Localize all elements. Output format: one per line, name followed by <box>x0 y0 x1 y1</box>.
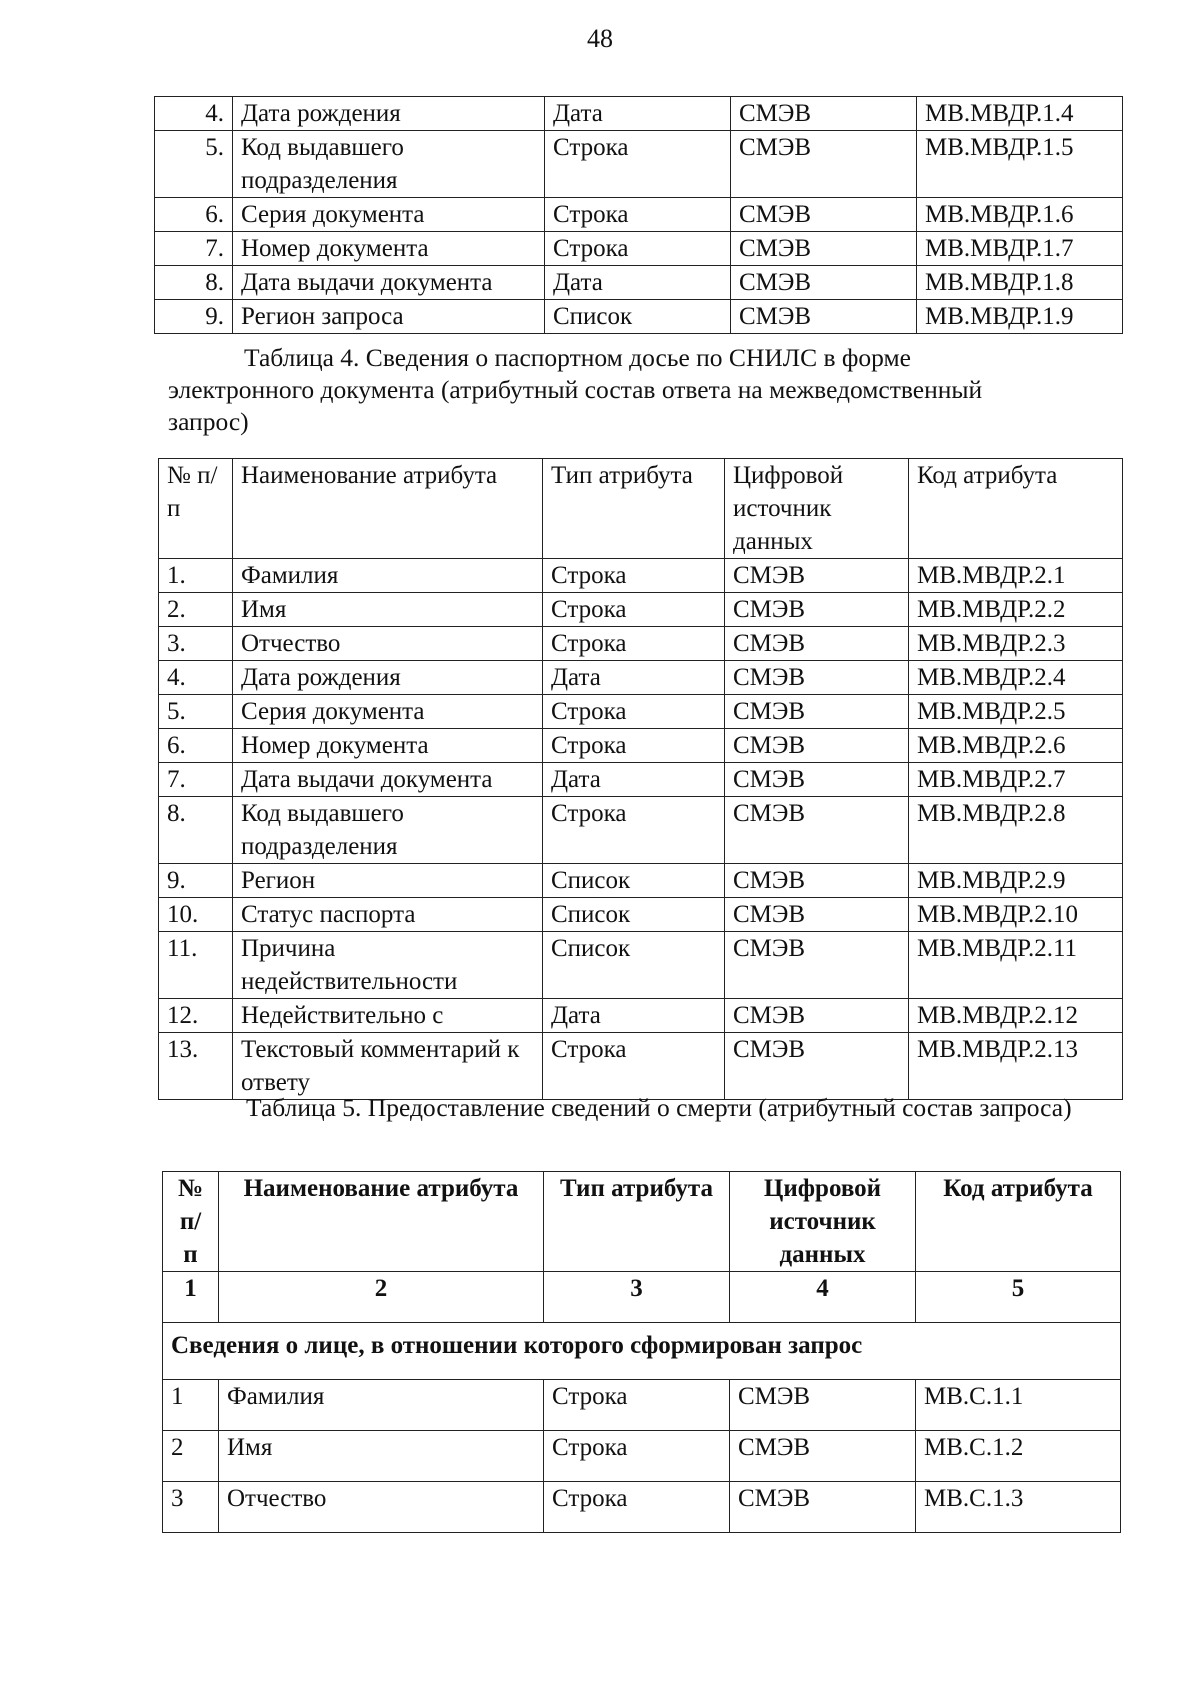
cell-code: МВ.МВДР.1.4 <box>917 97 1123 131</box>
header-name: Наименование атрибута <box>219 1172 544 1272</box>
cell-name: Недействительно с <box>233 999 543 1033</box>
cell-type: Строка <box>543 695 725 729</box>
header-source: Цифровой источник данных <box>730 1172 916 1272</box>
cell-code: МВ.МВДР.2.6 <box>909 729 1123 763</box>
cell-type: Дата <box>543 763 725 797</box>
cell-name: Фамилия <box>219 1380 544 1431</box>
table-row <box>159 593 1123 627</box>
table-row <box>159 729 1123 763</box>
cell-type: Список <box>545 300 731 334</box>
table-row <box>163 1482 1121 1533</box>
cell-num: 4. <box>155 97 233 131</box>
cell-name: Регион <box>233 864 543 898</box>
cell-type: Строка <box>544 1482 730 1533</box>
cell-type: Строка <box>543 627 725 661</box>
column-number: 5 <box>916 1272 1121 1323</box>
cell-name: Серия документа <box>233 695 543 729</box>
column-number: 1 <box>163 1272 219 1323</box>
cell-num: 2 <box>163 1431 219 1482</box>
table-row <box>163 1431 1121 1482</box>
cell-source: СМЭВ <box>731 131 917 198</box>
table4-passport-dossier <box>158 458 1123 1100</box>
cell-source: СМЭВ <box>725 559 909 593</box>
table-row <box>155 198 1123 232</box>
cell-name: Отчество <box>233 627 543 661</box>
cell-code: МВ.МВДР.1.6 <box>917 198 1123 232</box>
table-row <box>159 695 1123 729</box>
cell-source: СМЭВ <box>725 593 909 627</box>
cell-type: Дата <box>543 999 725 1033</box>
cell-name: Дата выдачи документа <box>233 763 543 797</box>
table-row <box>159 864 1123 898</box>
table-row <box>155 300 1123 334</box>
cell-code: МВ.С.1.2 <box>916 1431 1121 1482</box>
cell-code: МВ.МВДР.2.8 <box>909 797 1123 864</box>
section-title: Сведения о лице, в отношении которого сформирован запрос <box>163 1323 1121 1380</box>
cell-code: МВ.МВДР.1.9 <box>917 300 1123 334</box>
cell-source: СМЭВ <box>725 763 909 797</box>
cell-num: 13. <box>159 1033 233 1100</box>
table-row <box>155 131 1123 198</box>
cell-type: Дата <box>543 661 725 695</box>
table-row <box>163 1380 1121 1431</box>
cell-num: 12. <box>159 999 233 1033</box>
header-num: № п/ п <box>163 1172 219 1272</box>
cell-num: 5. <box>159 695 233 729</box>
cell-type: Строка <box>545 232 731 266</box>
cell-source: СМЭВ <box>725 898 909 932</box>
cell-source: СМЭВ <box>731 266 917 300</box>
cell-code: МВ.МВДР.1.8 <box>917 266 1123 300</box>
continued-attribute-table <box>154 96 1123 334</box>
table-row <box>155 266 1123 300</box>
cell-name: Номер документа <box>233 232 545 266</box>
cell-code: МВ.МВДР.2.5 <box>909 695 1123 729</box>
cell-name: Номер документа <box>233 729 543 763</box>
cell-type: Строка <box>544 1380 730 1431</box>
table-row <box>159 1033 1123 1100</box>
table-row <box>159 661 1123 695</box>
cell-num: 1 <box>163 1380 219 1431</box>
cell-name: Регион запроса <box>233 300 545 334</box>
cell-code: МВ.С.1.1 <box>916 1380 1121 1431</box>
cell-name: Причина недействительности <box>233 932 543 999</box>
header-name: Наименование атрибута <box>233 459 543 559</box>
table4-header-row <box>159 459 1123 559</box>
cell-source: СМЭВ <box>725 999 909 1033</box>
header-code: Код атрибута <box>909 459 1123 559</box>
cell-num: 9. <box>159 864 233 898</box>
cell-num: 3. <box>159 627 233 661</box>
cell-type: Дата <box>545 266 731 300</box>
table4-caption-line: Таблица 4. Сведения о паспортном досье по СНИЛС в форме <box>244 343 911 372</box>
cell-code: МВ.МВДР.2.10 <box>909 898 1123 932</box>
cell-num: 2. <box>159 593 233 627</box>
cell-source: СМЭВ <box>731 300 917 334</box>
cell-name: Имя <box>219 1431 544 1482</box>
cell-name: Серия документа <box>233 198 545 232</box>
cell-code: МВ.МВДР.1.7 <box>917 232 1123 266</box>
cell-code: МВ.МВДР.2.11 <box>909 932 1123 999</box>
cell-code: МВ.С.1.3 <box>916 1482 1121 1533</box>
table5-death-info <box>162 1171 1121 1533</box>
cell-type: Список <box>543 932 725 999</box>
table-row <box>159 932 1123 999</box>
cell-code: МВ.МВДР.2.9 <box>909 864 1123 898</box>
cell-num: 8. <box>159 797 233 864</box>
table-row <box>159 559 1123 593</box>
table5-header-row <box>163 1172 1121 1272</box>
cell-num: 7. <box>159 763 233 797</box>
table4-caption-line: электронного документа (атрибутный состав ответа на межведомственный <box>168 375 983 404</box>
cell-code: МВ.МВДР.2.2 <box>909 593 1123 627</box>
column-number-row <box>163 1272 1121 1323</box>
header-source: Цифровой источник данных <box>725 459 909 559</box>
header-num: № п/п <box>159 459 233 559</box>
cell-name: Дата рождения <box>233 661 543 695</box>
cell-num: 8. <box>155 266 233 300</box>
cell-source: СМЭВ <box>731 198 917 232</box>
cell-num: 7. <box>155 232 233 266</box>
header-code: Код атрибута <box>916 1172 1121 1272</box>
cell-type: Строка <box>543 729 725 763</box>
cell-name: Код выдавшего подразделения <box>233 797 543 864</box>
cell-name: Имя <box>233 593 543 627</box>
cell-num: 6. <box>155 198 233 232</box>
cell-num: 6. <box>159 729 233 763</box>
page-number: 48 <box>587 24 613 53</box>
cell-source: СМЭВ <box>725 797 909 864</box>
cell-code: МВ.МВДР.2.4 <box>909 661 1123 695</box>
cell-code: МВ.МВДР.2.3 <box>909 627 1123 661</box>
cell-source: СМЭВ <box>725 864 909 898</box>
cell-source: СМЭВ <box>731 232 917 266</box>
cell-num: 5. <box>155 131 233 198</box>
cell-source: СМЭВ <box>725 695 909 729</box>
table-row <box>155 232 1123 266</box>
cell-source: СМЭВ <box>725 627 909 661</box>
cell-type: Дата <box>545 97 731 131</box>
cell-code: МВ.МВДР.1.5 <box>917 131 1123 198</box>
column-number: 2 <box>219 1272 544 1323</box>
cell-source: СМЭВ <box>725 729 909 763</box>
column-number: 3 <box>544 1272 730 1323</box>
table-row <box>155 97 1123 131</box>
table4-caption-line: запрос) <box>168 407 249 436</box>
table4-caption <box>170 342 1122 438</box>
cell-name: Дата выдачи документа <box>233 266 545 300</box>
cell-type: Строка <box>543 1033 725 1100</box>
cell-type: Строка <box>543 593 725 627</box>
cell-type: Строка <box>545 131 731 198</box>
cell-type: Строка <box>543 559 725 593</box>
table-row <box>159 763 1123 797</box>
cell-code: МВ.МВДР.2.1 <box>909 559 1123 593</box>
table-row <box>159 999 1123 1033</box>
cell-source: СМЭВ <box>725 1033 909 1100</box>
cell-type: Строка <box>543 797 725 864</box>
cell-num: 9. <box>155 300 233 334</box>
cell-name: Текстовый комментарий к ответу <box>233 1033 543 1100</box>
cell-num: 11. <box>159 932 233 999</box>
header-type: Тип атрибута <box>543 459 725 559</box>
cell-name: Статус паспорта <box>233 898 543 932</box>
cell-source: СМЭВ <box>730 1482 916 1533</box>
cell-source: СМЭВ <box>731 97 917 131</box>
cell-source: СМЭВ <box>730 1380 916 1431</box>
cell-num: 1. <box>159 559 233 593</box>
section-row <box>163 1323 1121 1380</box>
cell-code: МВ.МВДР.2.13 <box>909 1033 1123 1100</box>
cell-type: Строка <box>545 198 731 232</box>
cell-type: Список <box>543 898 725 932</box>
table5-caption: Таблица 5. Предоставление сведений о смерти (атрибутный состав запроса) <box>246 1093 1072 1122</box>
cell-source: СМЭВ <box>730 1431 916 1482</box>
cell-name: Отчество <box>219 1482 544 1533</box>
cell-num: 4. <box>159 661 233 695</box>
cell-type: Список <box>543 864 725 898</box>
table-row <box>159 627 1123 661</box>
cell-num: 10. <box>159 898 233 932</box>
cell-source: СМЭВ <box>725 932 909 999</box>
cell-code: МВ.МВДР.2.7 <box>909 763 1123 797</box>
cell-num: 3 <box>163 1482 219 1533</box>
table-row <box>159 797 1123 864</box>
cell-name: Код выдавшего подразделения <box>233 131 545 198</box>
cell-source: СМЭВ <box>725 661 909 695</box>
header-type: Тип атрибута <box>544 1172 730 1272</box>
cell-name: Дата рождения <box>233 97 545 131</box>
column-number: 4 <box>730 1272 916 1323</box>
table-row <box>159 898 1123 932</box>
cell-type: Строка <box>544 1431 730 1482</box>
cell-name: Фамилия <box>233 559 543 593</box>
cell-code: МВ.МВДР.2.12 <box>909 999 1123 1033</box>
